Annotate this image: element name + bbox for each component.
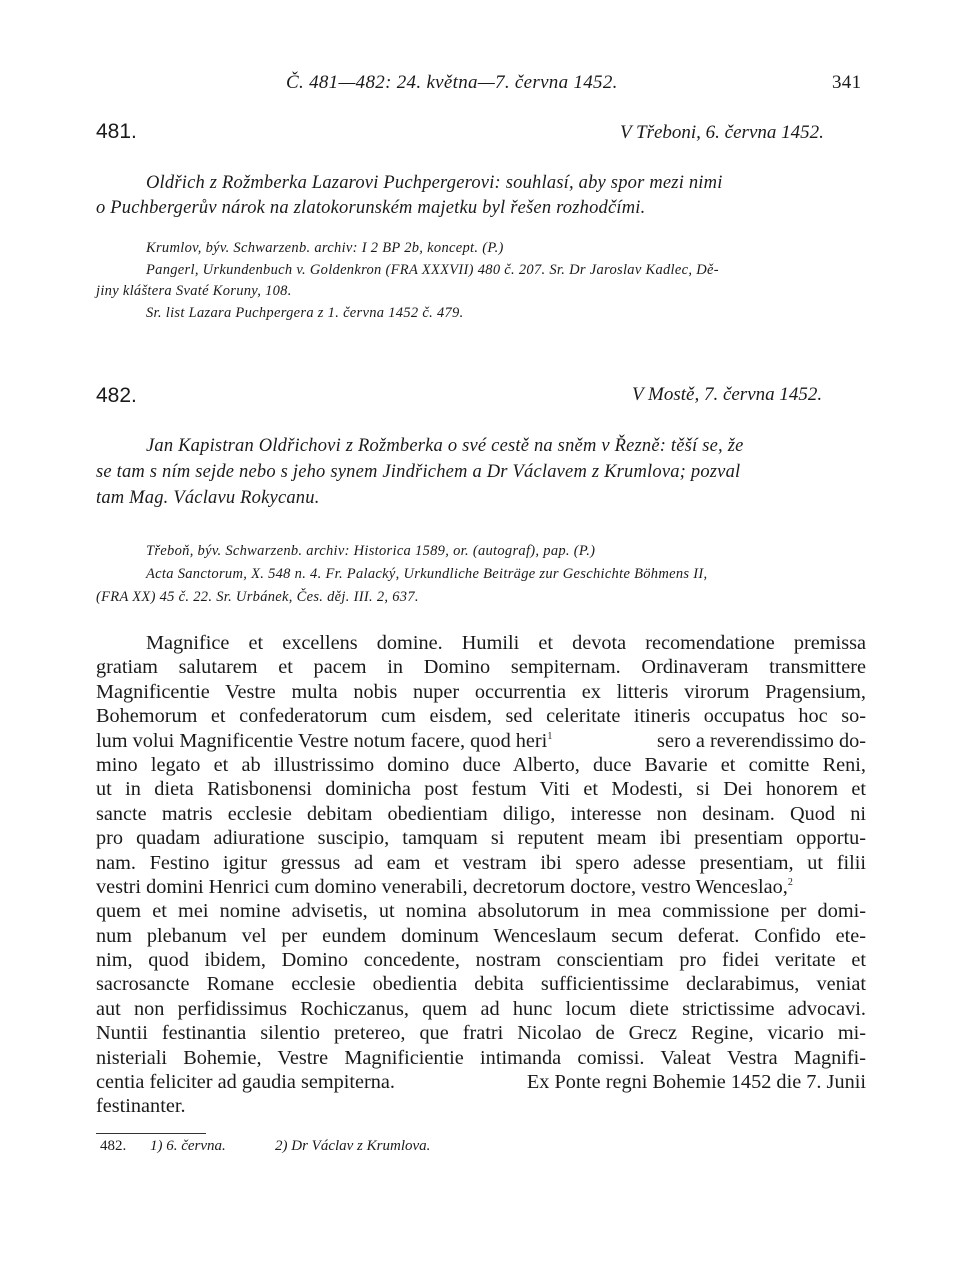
footnote-ref: 482. <box>100 1138 127 1154</box>
letter-line: Bohemorum et confederatorum cum eisdem, sed celeritate itineris occupatus hoc so- <box>96 705 866 728</box>
footnote-2: 2) Dr Václav z Krumlova. <box>275 1138 431 1154</box>
footnote-1: 1) 6. června. <box>150 1138 226 1154</box>
entry-summary-line: Oldřich z Rožmberka Lazarovi Puchpergerovi: souhlasí, aby spor mezi nimi <box>146 173 723 193</box>
entry-summary-line: tam Mag. Václavu Rokycanu. <box>96 488 320 508</box>
entry-summary-line: o Puchbergerův nárok na zlatokorunském majetku byl řešen rozhodčími. <box>96 198 646 218</box>
letter-line <box>96 729 866 753</box>
letter-line <box>96 875 866 899</box>
letter-line: festinanter. <box>96 1095 186 1118</box>
letter-text <box>96 631 866 1119</box>
footnote-marker: 2 <box>787 877 793 889</box>
letter-line: quem et mei nomine advisetis, ut nomina absolutorum in mea commissione per domi- <box>96 900 866 923</box>
entry-summary-line: Jan Kapistran Oldřichovi z Rožmberka o své cestě na sněm v Řezně: těší se, že <box>146 436 744 456</box>
footnote-rule <box>96 1133 206 1134</box>
entry-place-date: V Třeboni, 6. června 1452. <box>620 122 824 143</box>
letter-line: Magnificentie Vestre multa nobis nuper occurrentia ex litteris virorum Pragensium, <box>96 680 866 703</box>
letter-line: nisteriali Bohemie, Vestre Magnificientie intimanda comissi. Valeat Vestra Magnifi- <box>96 1046 866 1069</box>
entry-summary-line: se tam s ním sejde nebo s jeho synem Jindřichem a Dr Václavem z Krumlova; pozval <box>96 462 741 482</box>
letter-line: nam. Festino igitur gressus ad eam et vestram ibi spero adesse presentiam, ut filii <box>96 851 866 874</box>
letter-line: Nuntii festinantia silentio pretereo, que fratri Nicolao de Grecz Regine, vicario mi- <box>96 1022 866 1045</box>
entry-source-line: Acta Sanctorum, X. 548 n. 4. Fr. Palacký, Urkundliche Beiträge zur Geschichte Böhmens II, <box>146 566 708 582</box>
footnote-marker: 1 <box>547 730 553 742</box>
letter-line: gratiam salutarem et pacem in Domino sempiternam. Ordinaveram transmittere <box>96 656 866 679</box>
letter-line <box>96 1070 866 1094</box>
entry-source-line: jiny kláštera Svaté Koruny, 108. <box>96 283 292 299</box>
letter-line: Magnifice et excellens domine. Humili et devota recomendatione premissa <box>146 632 866 654</box>
letter-line: nim, quod ibidem, Domino concedente, nostram conscientiam pro fidei veritate et <box>96 949 866 972</box>
entry-number: 481. <box>96 120 137 143</box>
entry-source-line: Sr. list Lazara Puchpergera z 1. června 1452 č. 479. <box>146 305 464 321</box>
letter-line: aut non perfidissimus Rochiczanus, quem ad hunc locum diete strictissime advocavi. <box>96 997 866 1020</box>
letter-line: num plebanum vel per eundem dominum Wenceslaum secum deferat. Confido ete- <box>96 924 866 947</box>
letter-line-start: centia feliciter ad gaudia sempiterna. <box>96 1071 395 1094</box>
running-head-title: Č. 481—482: 24. května—7. června 1452. <box>286 72 618 93</box>
letter-line: pro quadam adiuratione suscipio, tamquam si reputent meam ibi presentiam opportu- <box>96 827 866 850</box>
letter-line-start: vestri domini Henrici cum domino venerabili, decretorum doctore, vestro Wenceslao, <box>96 875 788 898</box>
entry-source-line: (FRA XX) 45 č. 22. Sr. Urbánek, Čes. děj. III. 2, 637. <box>96 589 419 605</box>
entry-number: 482. <box>96 384 137 407</box>
entry-source-line: Pangerl, Urkundenbuch v. Goldenkron (FRA XXXVII) 480 č. 207. Sr. Dr Jaroslav Kadlec, Dě- <box>146 262 719 278</box>
letter-line: sancte matris ecclesie debitam obedientiam diligo, interesse non desinam. Quod ni <box>96 802 866 825</box>
letter-line: ut in dieta Ratisbonensi dominicha post festum Viti et Modesti, si Dei honorem et <box>96 778 866 801</box>
letter-line: mino legato et ab illustrissimo domino duce Alberto, duce Bavarie et comitte Reni, <box>96 753 866 776</box>
letter-dating: Ex Ponte regni Bohemie 1452 die 7. Junii <box>526 1071 866 1094</box>
page-number: 341 <box>832 72 862 93</box>
entry-source-line: Třeboň, býv. Schwarzenb. archiv: Historica 1589, or. (autograf), pap. (P.) <box>146 543 596 559</box>
letter-line-end: sero a reverendissimo do- <box>657 729 866 752</box>
entry-source-line: Krumlov, býv. Schwarzenb. archiv: I 2 BP 2b, koncept. (P.) <box>146 240 504 256</box>
letter-line-start: lum volui Magnificentie Vestre notum facere, quod heri <box>96 729 548 752</box>
entry-place-date: V Mostě, 7. června 1452. <box>632 384 823 405</box>
letter-line: sacrosancte Romane ecclesie obedientia debita sufficientissime declarabimus, veniat <box>96 973 866 996</box>
